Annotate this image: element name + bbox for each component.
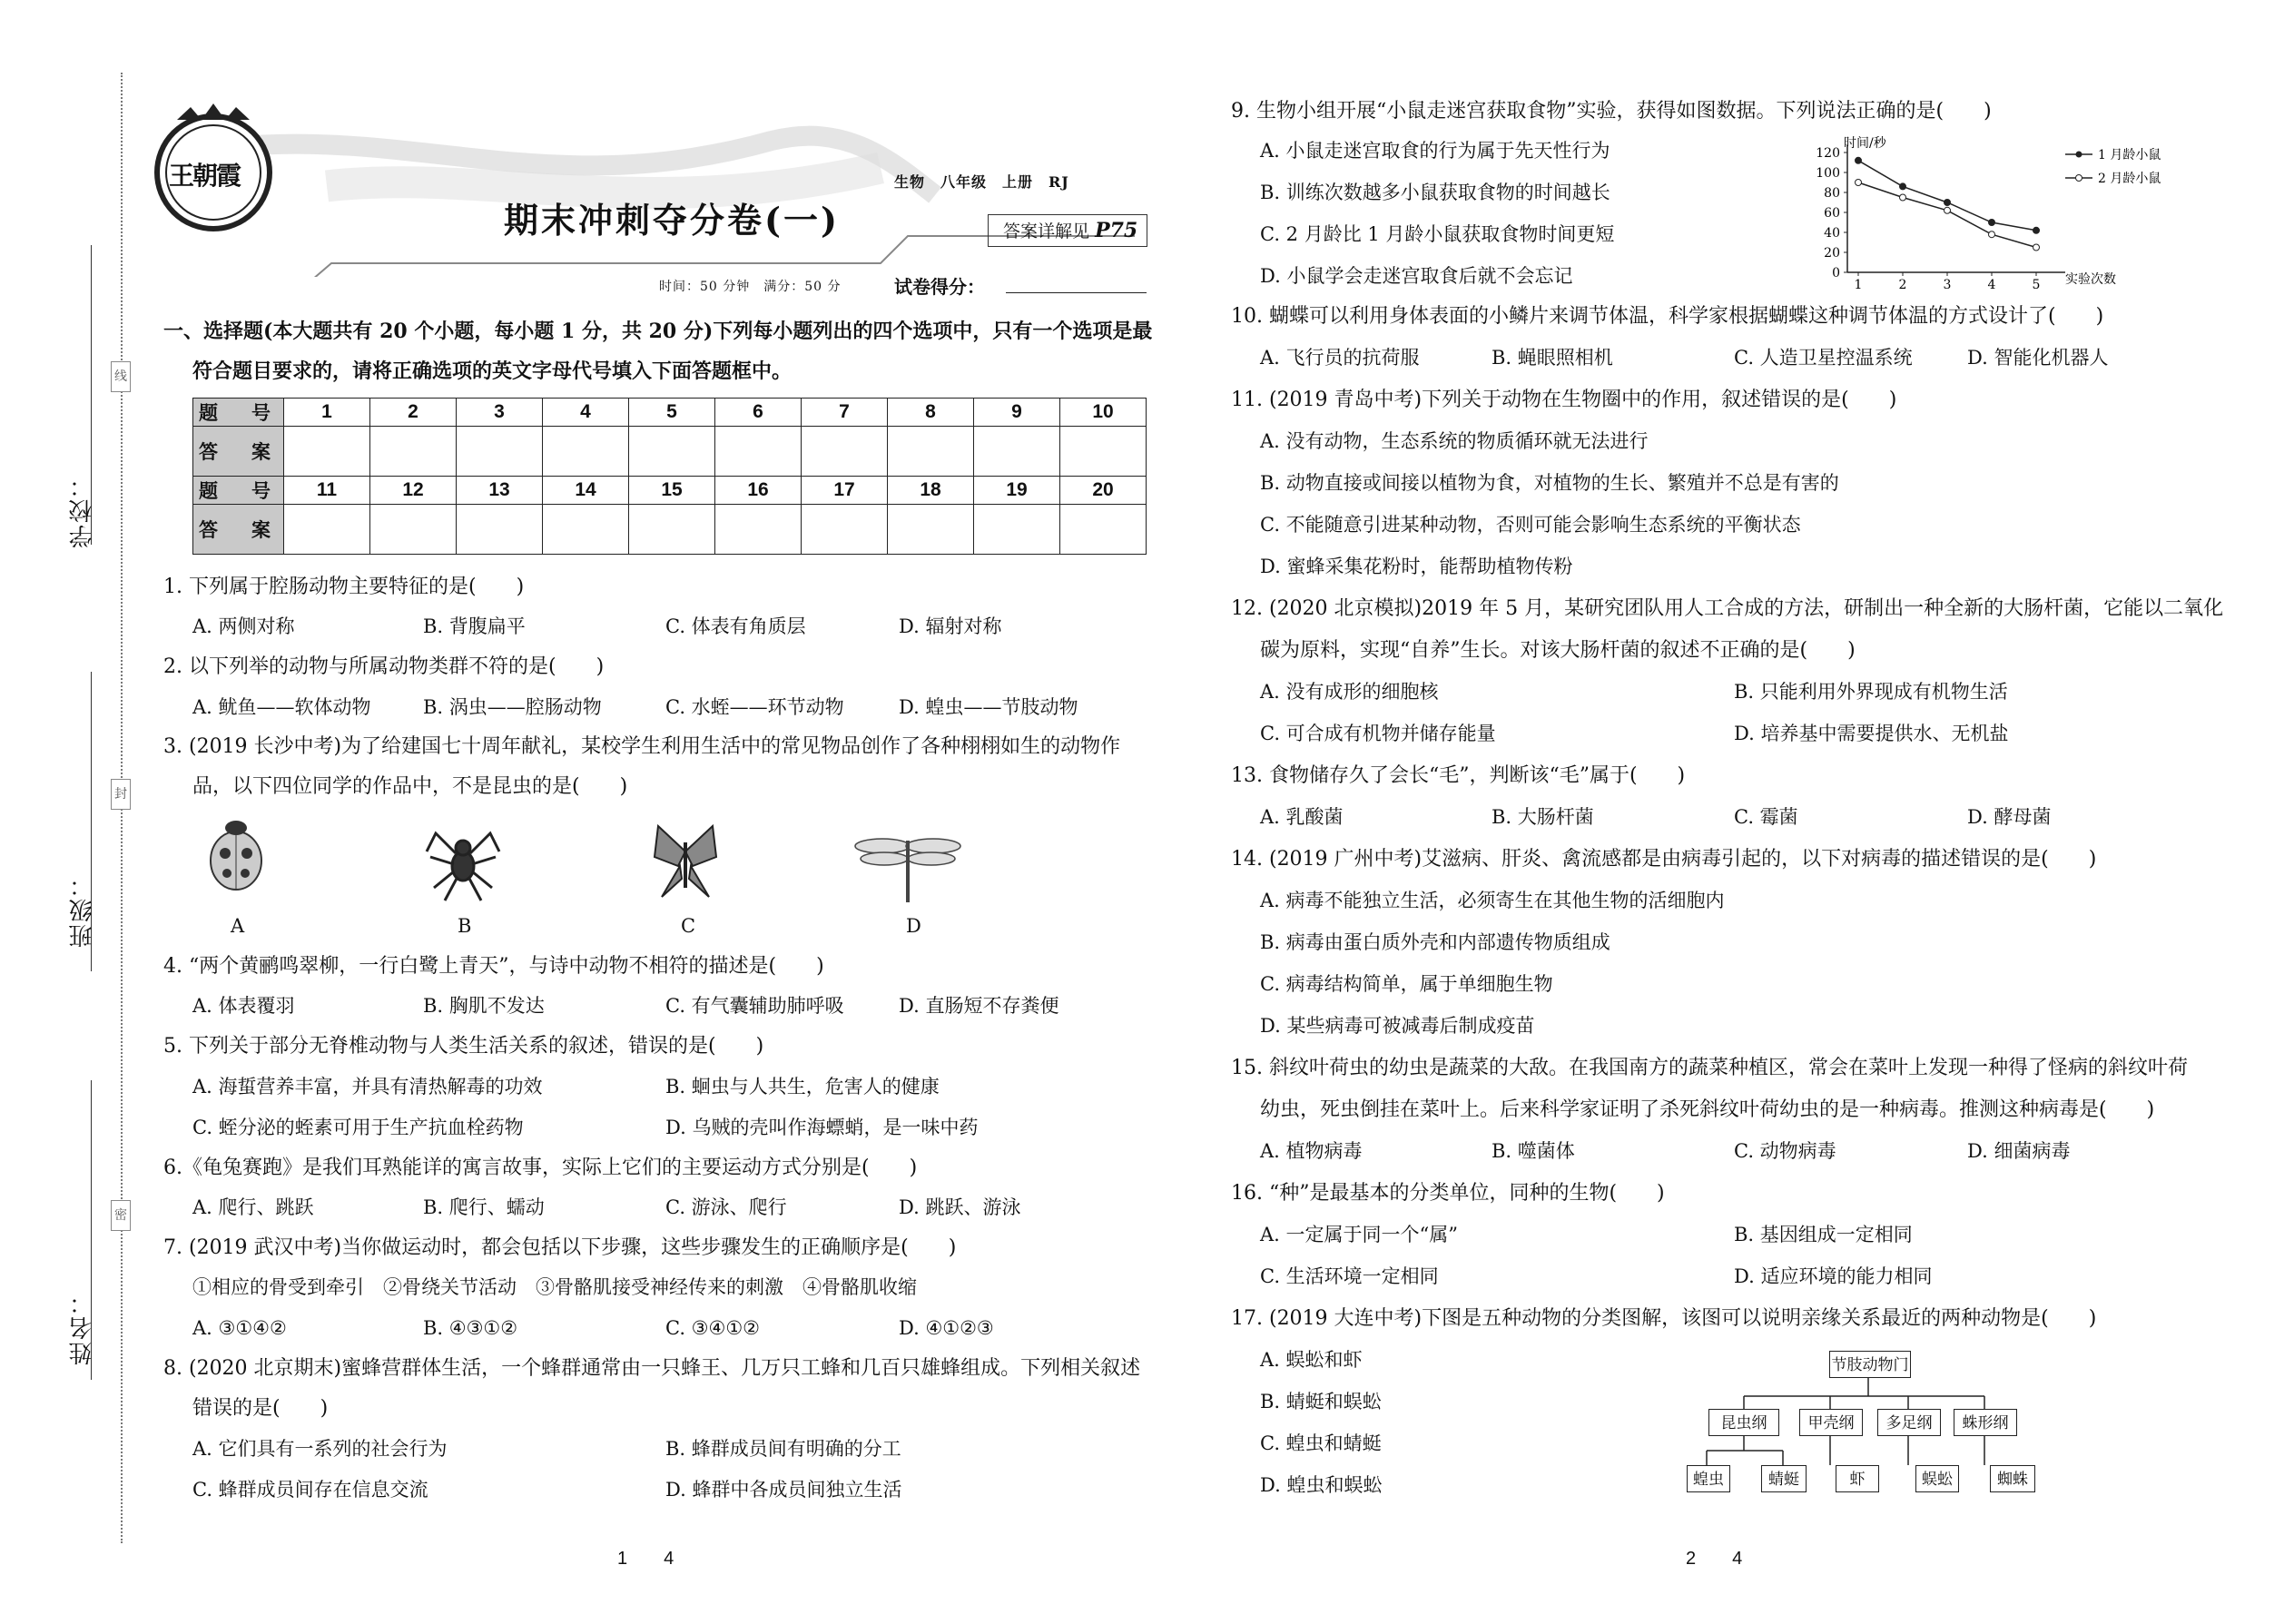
option: A. 鱿鱼——软体动物 [192, 696, 371, 718]
option: A. 体表覆羽 [192, 995, 295, 1017]
question-5: 5. 下列关于部分无脊椎动物与人类生活关系的叙述，错误的是( ) [163, 1035, 764, 1058]
qnum-cell: 6 [715, 399, 802, 427]
question-8-cont: 错误的是( ) [192, 1397, 329, 1420]
qnum-cell: 2 [370, 399, 457, 427]
option: C [681, 915, 696, 937]
qnum-header: 题 号 [193, 477, 284, 505]
answer-table [192, 398, 1147, 555]
page-title: 期末冲刺夺分卷(一) [504, 200, 840, 241]
chart-point [1944, 207, 1951, 213]
spider-icon [427, 833, 499, 901]
qnum-cell: 9 [974, 399, 1060, 427]
chart-y-tick-label: 40 [1824, 226, 1840, 241]
option: C. 动物病毒 [1734, 1140, 1836, 1162]
chart-legend [2065, 147, 2161, 186]
option: C. 有气囊辅助肺呼吸 [665, 995, 844, 1017]
answer-cell[interactable] [974, 427, 1060, 477]
qnum-cell: 3 [457, 399, 543, 427]
question-13: 13. 食物储存久了会长“毛”，判断该“毛”属于( ) [1231, 764, 1686, 787]
subject-bar: 生物 八年级 上册 RJ [894, 173, 1069, 191]
chart-y-tick-label: 80 [1824, 186, 1840, 201]
option: B. 爬行、蠕动 [423, 1196, 545, 1218]
question-12-cont: 碳为原料，实现“自养”生长。对该大肠杆菌的叙述不正确的是( ) [1260, 639, 1856, 662]
answer-cell[interactable] [370, 427, 457, 477]
qnum-cell: 7 [802, 399, 888, 427]
qnum-cell: 19 [974, 477, 1060, 505]
tree-class: 昆虫纲 [1708, 1409, 1779, 1436]
answer-cell[interactable] [715, 505, 802, 555]
tree-class: 甲壳纲 [1799, 1409, 1863, 1436]
seal-seal: 封 [111, 779, 131, 810]
chart-y-tick-label: 0 [1832, 266, 1840, 281]
question-11: 11. (2019 青岛中考)下列关于动物在生物圈中的作用，叙述错误的是( ) [1231, 389, 1897, 411]
chart-point [1944, 200, 1951, 206]
option: D. 适应环境的能力相同 [1734, 1265, 1933, 1287]
legend-series-2: 2 月龄小鼠 [2098, 172, 2161, 186]
option: C. 蛭分泌的蛭素可用于生产抗血栓药物 [192, 1117, 524, 1138]
option: B. ④③①② [423, 1317, 518, 1339]
option: B. 涡虫——腔肠动物 [423, 696, 602, 718]
option: A. 一定属于同一个“属” [1260, 1224, 1458, 1245]
answer-cell[interactable] [629, 505, 715, 555]
chart-ylabel: 时间/秒 [1844, 136, 1886, 151]
question-15-cont: 幼虫，死虫倒挂在菜叶上。后来科学家证明了杀死斜纹叶荷幼虫的是一种病毒。推测这种病毒是( ) [1260, 1098, 2155, 1121]
chart-point [1989, 231, 1995, 238]
chart-point [2033, 244, 2040, 251]
answer-cell[interactable] [284, 427, 370, 477]
question-8: 8. (2020 北京期末)蜜蜂营群体生活，一个蜂群通常由一只蜂王、几万只工蜂和几百只雄蜂组成。下列相关叙述 [163, 1357, 1141, 1380]
option: D [906, 915, 921, 937]
option: A. 飞行员的抗荷服 [1260, 347, 1420, 369]
answer-ref-text: 答案详解见 [1003, 221, 1090, 241]
chart-series-line [1858, 161, 2036, 231]
question-7-steps: ①相应的骨受到牵引 ②骨绕关节活动 ③骨骼肌接受神经传来的刺激 ④骨骼肌收缩 [192, 1276, 917, 1298]
option: C. 游泳、爬行 [665, 1196, 787, 1218]
option: D. 直肠短不存粪便 [899, 995, 1059, 1017]
qnum-cell: 15 [629, 477, 715, 505]
option: D. 乌贼的壳叫作海螵蛸，是一味中药 [665, 1117, 979, 1138]
option: C. 病毒结构简单，属于单细胞生物 [1260, 973, 1553, 995]
question-6: 6.《龟兔赛跑》是我们耳熟能详的寓言故事，实际上它们的主要运动方式分别是( ) [163, 1156, 918, 1179]
chart-point [2033, 227, 2040, 233]
option: C. 人造卫星控温系统 [1734, 347, 1913, 369]
tree-class: 蛛形纲 [1954, 1409, 2017, 1436]
option: B. 噬菌体 [1492, 1140, 1575, 1162]
tree-leaf: 蜘蛛 [1990, 1465, 2035, 1492]
answer-cell[interactable] [888, 505, 974, 555]
dragonfly-icon [855, 839, 960, 902]
option: A. 没有成形的细胞核 [1260, 681, 1439, 703]
option: A [231, 915, 245, 937]
option: D. 培养基中需要提供水、无机盐 [1734, 723, 2009, 744]
answer-ref-page: P75 [1095, 219, 1138, 242]
option: D. 蝗虫——节肢动物 [899, 696, 1078, 718]
page-number-right: 2 4 [1686, 1549, 1743, 1569]
insect-artworks [182, 817, 999, 908]
option: A. 没有动物，生态系统的物质循环就无法进行 [1260, 430, 1649, 452]
tree-leaf: 虾 [1836, 1465, 1879, 1492]
answer-cell[interactable] [543, 505, 629, 555]
time-score-meta: 时间：50 分钟 满分：50 分 [659, 280, 842, 294]
logo-text: 王朝霞 [169, 161, 241, 191]
page-number-left: 1 4 [617, 1549, 674, 1569]
option: B. 背腹扁平 [423, 615, 526, 637]
option: A. 爬行、跳跃 [192, 1196, 314, 1218]
qnum-cell: 16 [715, 477, 802, 505]
qnum-cell: 8 [888, 399, 974, 427]
answer-cell[interactable] [715, 427, 802, 477]
option: C. 霉菌 [1734, 806, 1798, 828]
option: D. 智能化机器人 [1967, 347, 2109, 369]
option: B. 蜻蜓和蜈蚣 [1260, 1391, 1382, 1412]
answer-cell[interactable] [284, 505, 370, 555]
seal-line: 线 [111, 361, 131, 392]
option: B. 胸肌不发达 [423, 995, 545, 1017]
question-14: 14. (2019 广州中考)艾滋病、肝炎、禽流感都是由病毒引起的，以下对病毒的描述错误的是( ) [1231, 848, 2097, 871]
question-9: 9. 生物小组开展“小鼠走迷宫获取食物”实验，获得如图数据。下列说法正确的是( ) [1231, 100, 1992, 123]
option: D. 细菌病毒 [1967, 1140, 2071, 1162]
option: C. 不能随意引进某种动物，否则可能会影响生态系统的平衡状态 [1260, 514, 1801, 536]
option: A. 乳酸菌 [1260, 806, 1344, 828]
qnum-cell: 12 [370, 477, 457, 505]
option: D. 蜂群中各成员间独立生活 [665, 1479, 902, 1501]
chart-x-tick-label: 3 [1943, 278, 1952, 292]
chart-x-tick-label: 5 [2032, 278, 2041, 292]
question-15: 15. 斜纹叶荷虫的幼虫是蔬菜的大敌。在我国南方的蔬菜种植区，常会在菜叶上发现一种得了怪病的斜纹叶荷 [1231, 1057, 2188, 1079]
option: D. 酵母菌 [1967, 806, 2052, 828]
question-7: 7. (2019 武汉中考)当你做运动时，都会包括以下步骤，这些步骤发生的正确顺序是( ) [163, 1236, 957, 1259]
option: A. ③①④② [192, 1317, 287, 1339]
name-label: 姓名： [69, 1289, 96, 1365]
score-label: 试卷得分： [894, 276, 985, 298]
answer-reference-box [988, 214, 1147, 247]
option: D. 蝗虫和蜈蚣 [1260, 1474, 1383, 1496]
option: B [458, 915, 472, 937]
tree-leaf: 蜈蚣 [1915, 1465, 1959, 1492]
option: D. 某些病毒可被减毒后制成疫苗 [1260, 1015, 1535, 1037]
legend-series-1: 1 月龄小鼠 [2098, 148, 2161, 162]
option: A. 小鼠走迷宫取食的行为属于先天性行为 [1260, 140, 1610, 162]
chart-y-tick-label: 120 [1816, 146, 1840, 161]
option: C. 2 月龄比 1 月龄小鼠获取食物时间更短 [1260, 223, 1615, 245]
answer-cell[interactable] [1060, 505, 1147, 555]
answer-cell[interactable] [370, 505, 457, 555]
section1-instructions-2: 符合题目要求的，请将正确选项的英文字母代号填入下面答题框中。 [192, 359, 793, 383]
option: A. 两侧对称 [192, 615, 295, 637]
chart-point [1856, 157, 1862, 163]
answer-header: 答 案 [193, 427, 284, 477]
option: C. 水蛭——环节动物 [665, 696, 844, 718]
chart-point [1900, 183, 1906, 190]
chart-x-tick-label: 4 [1987, 278, 1996, 292]
option: B. 基因组成一定相同 [1734, 1224, 1913, 1245]
answer-cell[interactable] [457, 427, 543, 477]
option: B. 蛔虫与人共生，危害人的健康 [665, 1076, 940, 1097]
qnum-cell: 4 [543, 399, 629, 427]
qnum-cell: 10 [1060, 399, 1147, 427]
option: B. 动物直接或间接以植物为食，对植物的生长、繁殖并不总是有害的 [1260, 472, 1839, 494]
option: D. 蜜蜂采集花粉时，能帮助植物传粉 [1260, 556, 1573, 577]
qnum-cell: 13 [457, 477, 543, 505]
option: B. 蜂群成员间有明确的分工 [665, 1438, 901, 1460]
tree-leaf: 蝗虫 [1687, 1465, 1730, 1492]
option: C. ③④①② [665, 1317, 760, 1339]
answer-header: 答 案 [193, 505, 284, 555]
question-17: 17. (2019 大连中考)下图是五种动物的分类图解，该图可以说明亲缘关系最近的两种动物是( ) [1231, 1307, 2097, 1330]
tree-class: 多足纲 [1877, 1409, 1941, 1436]
question-3: 3. (2019 长沙中考)为了给建国七十周年献礼，某校学生利用生活中的常见物品创作了各种栩栩如生的动物作 [163, 735, 1121, 758]
qnum-cell: 18 [888, 477, 974, 505]
question-4: 4. “两个黄鹂鸣翠柳，一行白鹭上青天”，与诗中动物不相符的描述是( ) [163, 955, 824, 978]
option: D. 小鼠学会走迷宫取食后就不会忘记 [1260, 265, 1573, 287]
section1-instructions-1: 一、选择题(本大题共有 20 个小题，每小题 1 分，共 20 分)下列每小题列出的四个选项中，只有一个选项是最 [163, 320, 1153, 343]
qnum-cell: 17 [802, 477, 888, 505]
question-10: 10. 蝴蝶可以利用身体表面的小鳞片来调节体温，科学家根据蝴蝶这种调节体温的方式设计了( ) [1231, 305, 2104, 328]
answer-cell[interactable] [974, 505, 1060, 555]
option: C. 生活环境一定相同 [1260, 1265, 1439, 1287]
option: D. ④①②③ [899, 1317, 994, 1339]
question-12: 12. (2020 北京模拟)2019 年 5 月，某研究团队用人工合成的方法，研制出一种全新的大肠杆菌，它能以二氧化 [1231, 597, 2224, 620]
option: D. 辐射对称 [899, 615, 1002, 637]
option: A. 它们具有一系列的社会行为 [192, 1438, 448, 1460]
maze-time-chart [1802, 136, 2220, 318]
qnum-cell: 14 [543, 477, 629, 505]
option: A. 植物病毒 [1260, 1140, 1363, 1162]
option: C. 可合成有机物并储存能量 [1260, 723, 1496, 744]
qnum-cell: 20 [1060, 477, 1147, 505]
option: C. 蝗虫和蜻蜓 [1260, 1432, 1382, 1454]
question-2: 2. 以下列举的动物与所属动物类群不符的是( ) [163, 655, 605, 678]
qnum-cell: 11 [284, 477, 370, 505]
class-label: 班级： [69, 871, 96, 948]
option: B. 蝇眼照相机 [1492, 347, 1613, 369]
seal-secret: 密 [111, 1200, 131, 1231]
option: A. 海蜇营养丰富，并具有清热解毒的功效 [192, 1076, 543, 1097]
option: A. 病毒不能独立生活，必须寄生在其他生物的活细胞内 [1260, 890, 1725, 911]
chart-y-tick-label: 100 [1816, 166, 1840, 181]
option: B. 只能利用外界现成有机物生活 [1734, 681, 2008, 703]
tree-root: 节肢动物门 [1829, 1351, 1911, 1378]
chart-point [1856, 180, 1862, 186]
answer-cell[interactable] [802, 505, 888, 555]
answer-cell[interactable] [629, 427, 715, 477]
chart-x-tick-label: 2 [1898, 278, 1907, 292]
ladybug-icon [211, 821, 261, 890]
chart-xlabel: 实验次数 [2065, 272, 2116, 287]
option: B. 病毒由蛋白质外壳和内部遗传物质组成 [1260, 931, 1610, 953]
answer-cell[interactable] [1060, 427, 1147, 477]
answer-cell[interactable] [888, 427, 974, 477]
butterfly-icon [655, 826, 716, 897]
option: B. 大肠杆菌 [1492, 806, 1594, 828]
chart-y-tick-label: 20 [1824, 246, 1840, 261]
chart-point [1900, 194, 1906, 201]
qnum-cell: 5 [629, 399, 715, 427]
option: C. 体表有角质层 [665, 615, 806, 637]
option: B. 训练次数越多小鼠获取食物的时间越长 [1260, 182, 1610, 203]
qnum-header: 题 号 [193, 399, 284, 427]
option: C. 蜂群成员间存在信息交流 [192, 1479, 428, 1501]
chart-y-tick-label: 60 [1824, 206, 1840, 221]
question-16: 16. “种”是最基本的分类单位，同种的生物( ) [1231, 1182, 1665, 1205]
option: A. 蜈蚣和虾 [1260, 1349, 1363, 1371]
chart-series-line [1858, 182, 2036, 248]
qnum-cell: 1 [284, 399, 370, 427]
answer-cell[interactable] [543, 427, 629, 477]
score-field[interactable] [1006, 292, 1147, 293]
question-3-cont: 品，以下四位同学的作品中，不是昆虫的是( ) [192, 775, 628, 798]
chart-x-tick-label: 1 [1854, 278, 1863, 292]
tree-leaf: 蜻蜓 [1761, 1465, 1807, 1492]
option: D. 跳跃、游泳 [899, 1196, 1021, 1218]
answer-cell[interactable] [802, 427, 888, 477]
school-label: 学校： [69, 472, 96, 548]
chart-point [1989, 220, 1995, 226]
answer-cell[interactable] [457, 505, 543, 555]
question-1: 1. 下列属于腔肠动物主要特征的是( ) [163, 576, 525, 598]
